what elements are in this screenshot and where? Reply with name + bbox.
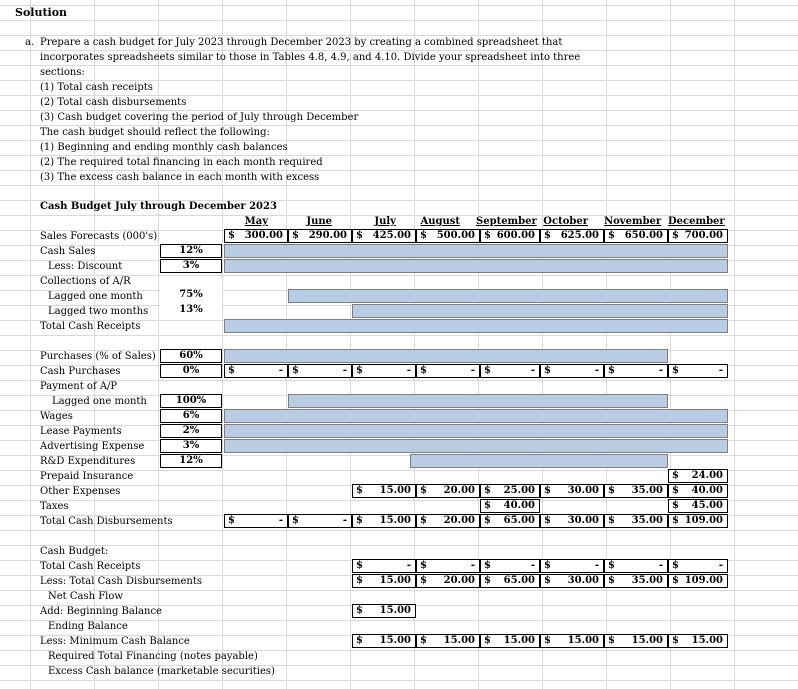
cb-receipts-label: Total Cash Receipts — [40, 561, 141, 572]
minimum-balance-cell[interactable]: $ 15.00 — [352, 634, 416, 648]
month-header: August — [420, 216, 460, 227]
other-expenses-cell[interactable]: $ 25.00 — [480, 484, 540, 498]
ap-lag1-input-row[interactable] — [288, 394, 668, 408]
total-disb-cell[interactable]: $ 30.00 — [540, 514, 604, 528]
taxes-cell[interactable]: $ 40.00 — [480, 499, 540, 513]
instruction-line: (1) Beginning and ending monthly cash balances — [40, 142, 288, 153]
month-header: June — [306, 216, 332, 227]
cash-purchases-cell[interactable]: $ - — [352, 364, 416, 378]
cb-disb-cell[interactable]: $ 35.00 — [604, 574, 668, 588]
sales-cell[interactable]: $ 700.00 — [668, 229, 728, 243]
cb-receipts-cell[interactable]: $ - — [480, 559, 540, 573]
cash-purchases-cell[interactable]: $ - — [604, 364, 668, 378]
cash-purchases-cell[interactable]: $ - — [540, 364, 604, 378]
cb-disb-label: Less: Total Cash Disbursements — [40, 576, 203, 587]
discount-pct[interactable]: 3% — [160, 259, 222, 273]
sales-cell[interactable]: $ 625.00 — [540, 229, 604, 243]
other-expenses-label: Other Expenses — [40, 486, 121, 497]
instruction-line: (2) The required total financing in each month required — [40, 157, 323, 168]
purchases-label: Purchases (% of Sales) — [40, 351, 156, 362]
wages-pct[interactable]: 6% — [160, 409, 222, 423]
cash-sales-input-row[interactable] — [224, 244, 728, 258]
wages-input-row[interactable] — [224, 409, 728, 423]
other-expenses-cell[interactable]: $ 15.00 — [352, 484, 416, 498]
total-disb-cell[interactable]: $ 15.00 — [352, 514, 416, 528]
advertising-label: Advertising Expense — [40, 441, 145, 452]
lease-label: Lease Payments — [40, 426, 122, 437]
instruction-line: sections: — [40, 67, 85, 78]
minimum-balance-cell[interactable]: $ 15.00 — [540, 634, 604, 648]
net-cash-flow-label: Net Cash Flow — [48, 591, 123, 602]
minimum-balance-cell[interactable]: $ 15.00 — [604, 634, 668, 648]
month-header: May — [244, 216, 268, 227]
payment-ap-label: Payment of A/P — [40, 381, 118, 392]
sales-cell[interactable]: $ 290.00 — [288, 229, 352, 243]
sales-cell[interactable]: $ 300.00 — [224, 229, 288, 243]
lag1-label: Lagged one month — [48, 291, 143, 302]
lag2-input-row[interactable] — [352, 304, 728, 318]
instruction-line: (3) The excess cash balance in each month with excess — [40, 172, 320, 183]
total-disb-cell[interactable]: $ - — [288, 514, 352, 528]
budget-title: Cash Budget July through December 2023 — [40, 201, 277, 212]
minimum-balance-label: Less: Minimum Cash Balance — [40, 636, 190, 647]
minimum-balance-cell[interactable]: $ 15.00 — [668, 634, 728, 648]
cb-receipts-cell[interactable]: $ - — [668, 559, 728, 573]
financing-label: Required Total Financing (notes payable) — [48, 651, 258, 662]
discount-label: Less: Discount — [48, 261, 123, 272]
rd-label: R&D Expenditures — [40, 456, 136, 467]
month-header: July — [374, 216, 396, 227]
other-expenses-cell[interactable]: $ 40.00 — [668, 484, 728, 498]
sales-cell[interactable]: $ 500.00 — [416, 229, 480, 243]
cb-receipts-cell[interactable]: $ - — [416, 559, 480, 573]
instruction-line: Prepare a cash budget for July 2023 through December 2023 by creating a combined spreadsheet that — [40, 37, 563, 48]
ap-lag1-pct[interactable]: 100% — [160, 394, 222, 408]
cash-purchases-cell[interactable]: $ - — [480, 364, 540, 378]
month-header: November — [604, 216, 662, 227]
total-disb-cell[interactable]: $ 65.00 — [480, 514, 540, 528]
cash-sales-pct[interactable]: 12% — [160, 244, 222, 258]
collections-label: Collections of A/R — [40, 276, 131, 287]
sales-forecast-label: Sales Forecasts (000's) — [40, 231, 158, 242]
ending-balance-label: Ending Balance — [48, 621, 128, 632]
beginning-balance-label: Add: Beginning Balance — [40, 606, 162, 617]
total-disb-label: Total Cash Disbursements — [40, 516, 173, 527]
other-expenses-cell[interactable]: $ 30.00 — [540, 484, 604, 498]
advertising-input-row[interactable] — [224, 439, 728, 453]
instruction-line: incorporates spreadsheets similar to those in Tables 4.8, 4.9, and 4.10. Divide your spreadsheet into three — [40, 52, 581, 63]
other-expenses-cell[interactable]: $ 35.00 — [604, 484, 668, 498]
taxes-cell[interactable]: $ 45.00 — [668, 499, 728, 513]
lag2-pct[interactable]: 13% — [160, 304, 222, 318]
month-header: September — [476, 216, 537, 227]
ap-lag1-label: Lagged one month — [52, 396, 147, 407]
minimum-balance-cell[interactable]: $ 15.00 — [416, 634, 480, 648]
cb-receipts-cell[interactable]: $ - — [540, 559, 604, 573]
instruction-line: The cash budget should reflect the following: — [40, 127, 270, 138]
instruction-line: (2) Total cash disbursements — [40, 97, 187, 108]
cash-sales-label: Cash Sales — [40, 246, 96, 257]
cash-purchases-cell[interactable]: $ - — [224, 364, 288, 378]
sales-cell[interactable]: $ 650.00 — [604, 229, 668, 243]
cb-disb-cell[interactable]: $ 30.00 — [540, 574, 604, 588]
part-label: a. — [25, 37, 35, 48]
month-header: December — [668, 216, 725, 227]
instruction-line: (3) Cash budget covering the period of July through December — [40, 112, 359, 123]
cash-purchases-cell[interactable]: $ - — [668, 364, 728, 378]
prepaid-label: Prepaid Insurance — [40, 471, 134, 482]
lag1-input-row[interactable] — [288, 289, 728, 303]
other-expenses-cell[interactable]: $ 20.00 — [416, 484, 480, 498]
purchases-input-row[interactable] — [224, 349, 668, 363]
cash-purchases-cell[interactable]: $ - — [416, 364, 480, 378]
excess-label: Excess Cash balance (marketable securities) — [48, 666, 275, 677]
rd-pct[interactable]: 12% — [160, 454, 222, 468]
discount-input-row[interactable] — [224, 259, 728, 273]
total-receipts-label: Total Cash Receipts — [40, 321, 141, 332]
cb-disb-cell[interactable]: $ 109.00 — [668, 574, 728, 588]
cb-receipts-cell[interactable]: $ - — [604, 559, 668, 573]
lease-pct[interactable]: 2% — [160, 424, 222, 438]
cash-purchases-pct[interactable]: 0% — [160, 364, 222, 378]
lease-input-row[interactable] — [224, 424, 728, 438]
sales-cell[interactable]: $ 600.00 — [480, 229, 540, 243]
cash-purchases-cell[interactable]: $ - — [288, 364, 352, 378]
cb-disb-cell[interactable]: $ 20.00 — [416, 574, 480, 588]
total-receipts-row[interactable] — [224, 319, 728, 333]
purchases-pct[interactable]: 60% — [160, 349, 222, 363]
prepaid-dec-cell[interactable]: $ 24.00 — [668, 469, 728, 483]
cash-budget-header: Cash Budget: — [40, 546, 109, 557]
cb-disb-cell[interactable]: $ 15.00 — [352, 574, 416, 588]
minimum-balance-cell[interactable]: $ 15.00 — [480, 634, 540, 648]
wages-label: Wages — [40, 411, 73, 422]
lag1-pct[interactable]: 75% — [160, 289, 222, 303]
rd-input-row[interactable] — [410, 454, 668, 468]
total-disb-cell[interactable]: $ 20.00 — [416, 514, 480, 528]
solution-title: Solution — [15, 6, 68, 19]
advertising-pct[interactable]: 3% — [160, 439, 222, 453]
cash-purchases-label: Cash Purchases — [40, 366, 121, 377]
instruction-line: (1) Total cash receipts — [40, 82, 153, 93]
month-header: October — [543, 216, 588, 227]
lag2-label: Lagged two months — [48, 306, 149, 317]
beginning-balance-cell[interactable]: $ 15.00 — [352, 604, 416, 618]
sales-cell[interactable]: $ 425.00 — [352, 229, 416, 243]
total-disb-cell[interactable]: $ 109.00 — [668, 514, 728, 528]
cb-receipts-cell[interactable]: $ - — [352, 559, 416, 573]
total-disb-cell[interactable]: $ 35.00 — [604, 514, 668, 528]
cb-disb-cell[interactable]: $ 65.00 — [480, 574, 540, 588]
total-disb-cell[interactable]: $ - — [224, 514, 288, 528]
taxes-label: Taxes — [40, 501, 69, 512]
